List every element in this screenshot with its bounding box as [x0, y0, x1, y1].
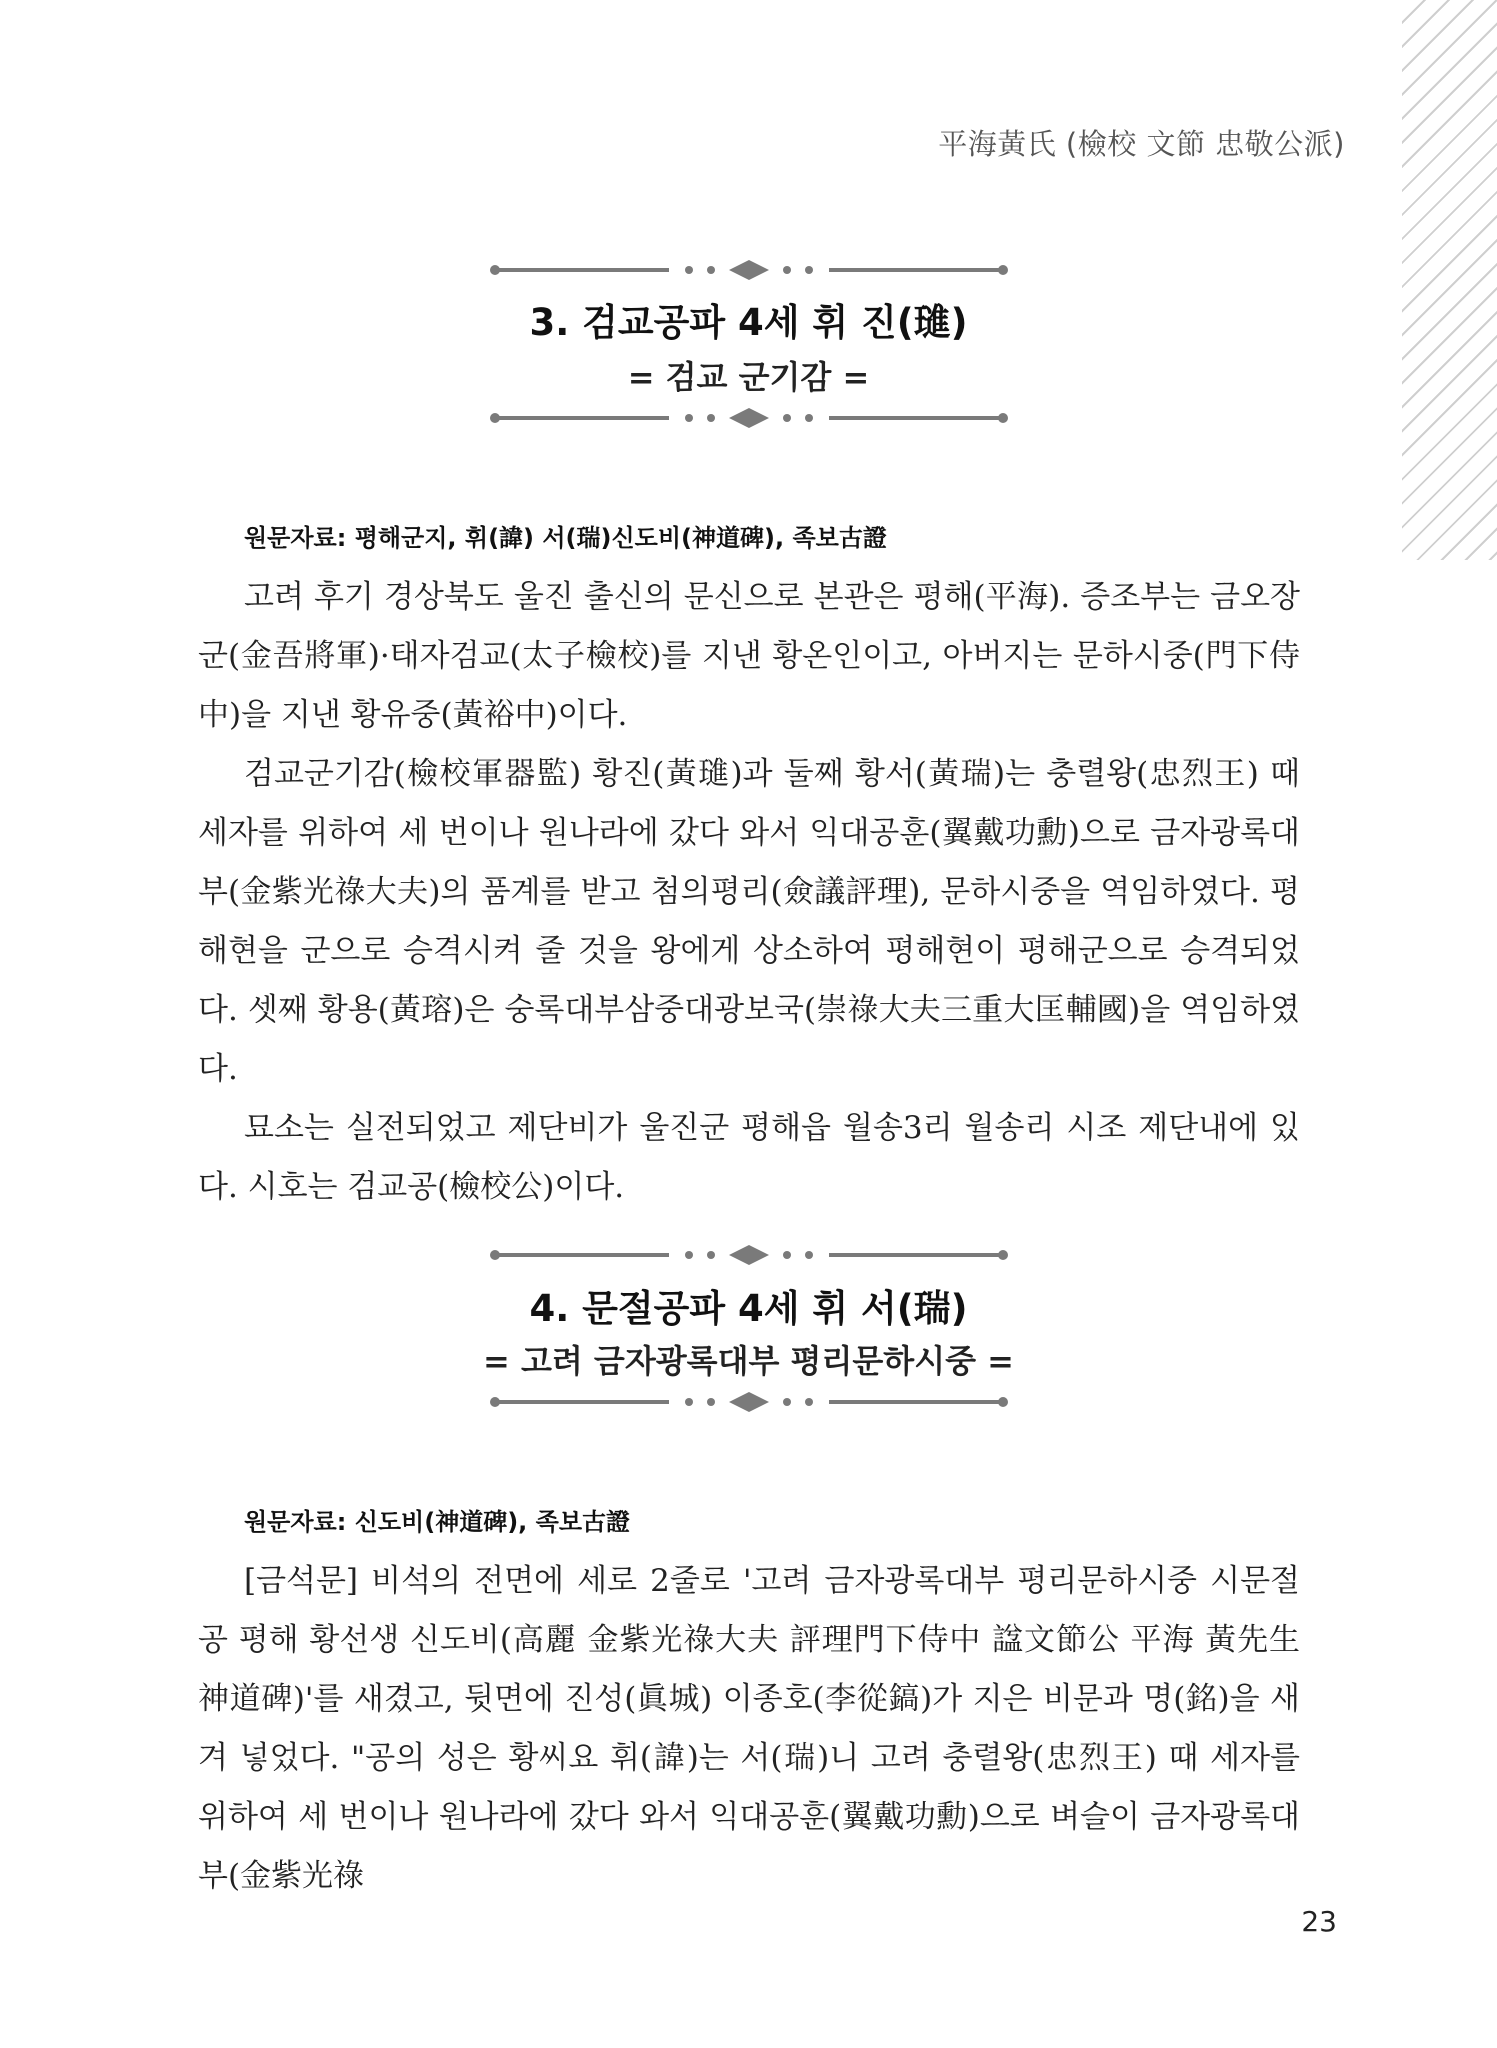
section-4-subtitle: = 고려 금자광록대부 평리문하시중 =	[483, 1342, 1014, 1380]
paragraph: 검교군기감(檢校軍器監) 황진(黃璡)과 둘째 황서(黃瑞)는 충렬왕(忠烈王) 때 세자를 위하여 세 번이나 원나라에 갔다 와서 익대공훈(翼戴功勳)으로 금자광록대부(金紫光祿大夫)의 품계를 받고 첨의평리(僉議評理), 문하시중을 역임하였다. 평해현을 군으로 승격시켜 줄 것을 왕에게 상소하여 평해현이 평해군으로 승격되었다. 셋째 황용(黃瑢)은 숭록대부삼중대광보국(崇祿大夫三重大匡輔國)을 역임하였다.	[198, 756, 1300, 1087]
section-3-title: 3. 검교공파 4세 휘 진(璡)	[529, 301, 968, 344]
paragraph: 묘소는 실전되었고 제단비가 울진군 평해읍 월송3리 월송리 시조 제단내에 있다. 시호는 검교공(檢校公)이다.	[198, 1110, 1300, 1205]
section-4-title: 4. 문절공파 4세 휘 서(瑞)	[529, 1287, 968, 1330]
ornament-divider-bottom-4	[0, 1390, 1497, 1414]
running-header: 平海黃氏 (檢校 文節 忠敬公派)	[938, 127, 1345, 161]
section-3-subtitle: = 검교 군기감 =	[627, 358, 870, 396]
ornament-divider-top-3	[0, 258, 1497, 282]
section-3-body	[198, 568, 1300, 1217]
section-4-body	[198, 1552, 1300, 1906]
paragraph: 고려 후기 경상북도 울진 출신의 문신으로 본관은 평해(平海). 증조부는 금오장군(金吾將軍)·태자검교(太子檢校)를 지낸 황온인이고, 아버지는 문하시중(門下侍中)을 지낸 황유중(黃裕中)이다.	[198, 579, 1300, 733]
ornament-divider-top-4	[0, 1243, 1497, 1267]
section-3-source: 원문자료: 평해군지, 휘(諱) 서(瑞)신도비(神道碑), 족보古證	[244, 524, 887, 552]
paragraph: [금석문] 비석의 전면에 세로 2줄로 '고려 금자광록대부 평리문하시중 시문절공 평해 황선생 신도비(高麗 金紫光祿大夫 評理門下侍中 諡文節公 平海 黃先生 神道碑)'를 새겼고, 뒷면에 진성(眞城) 이종호(李從鎬)가 지은 비문과 명(銘)을 새겨 넣었다. "공의 성은 황씨요 휘(諱)는 서(瑞)니 고려 충렬왕(忠烈王) 때 세자를 위하여 세 번이나 원나라에 갔다 와서 익대공훈(翼戴功勳)으로 벼슬이 금자광록대부(金紫光祿	[198, 1563, 1300, 1894]
section-4-source: 원문자료: 신도비(神道碑), 족보古證	[244, 1508, 631, 1536]
ornament-divider-bottom-3	[0, 406, 1497, 430]
page-number: 23	[1301, 1905, 1337, 1938]
